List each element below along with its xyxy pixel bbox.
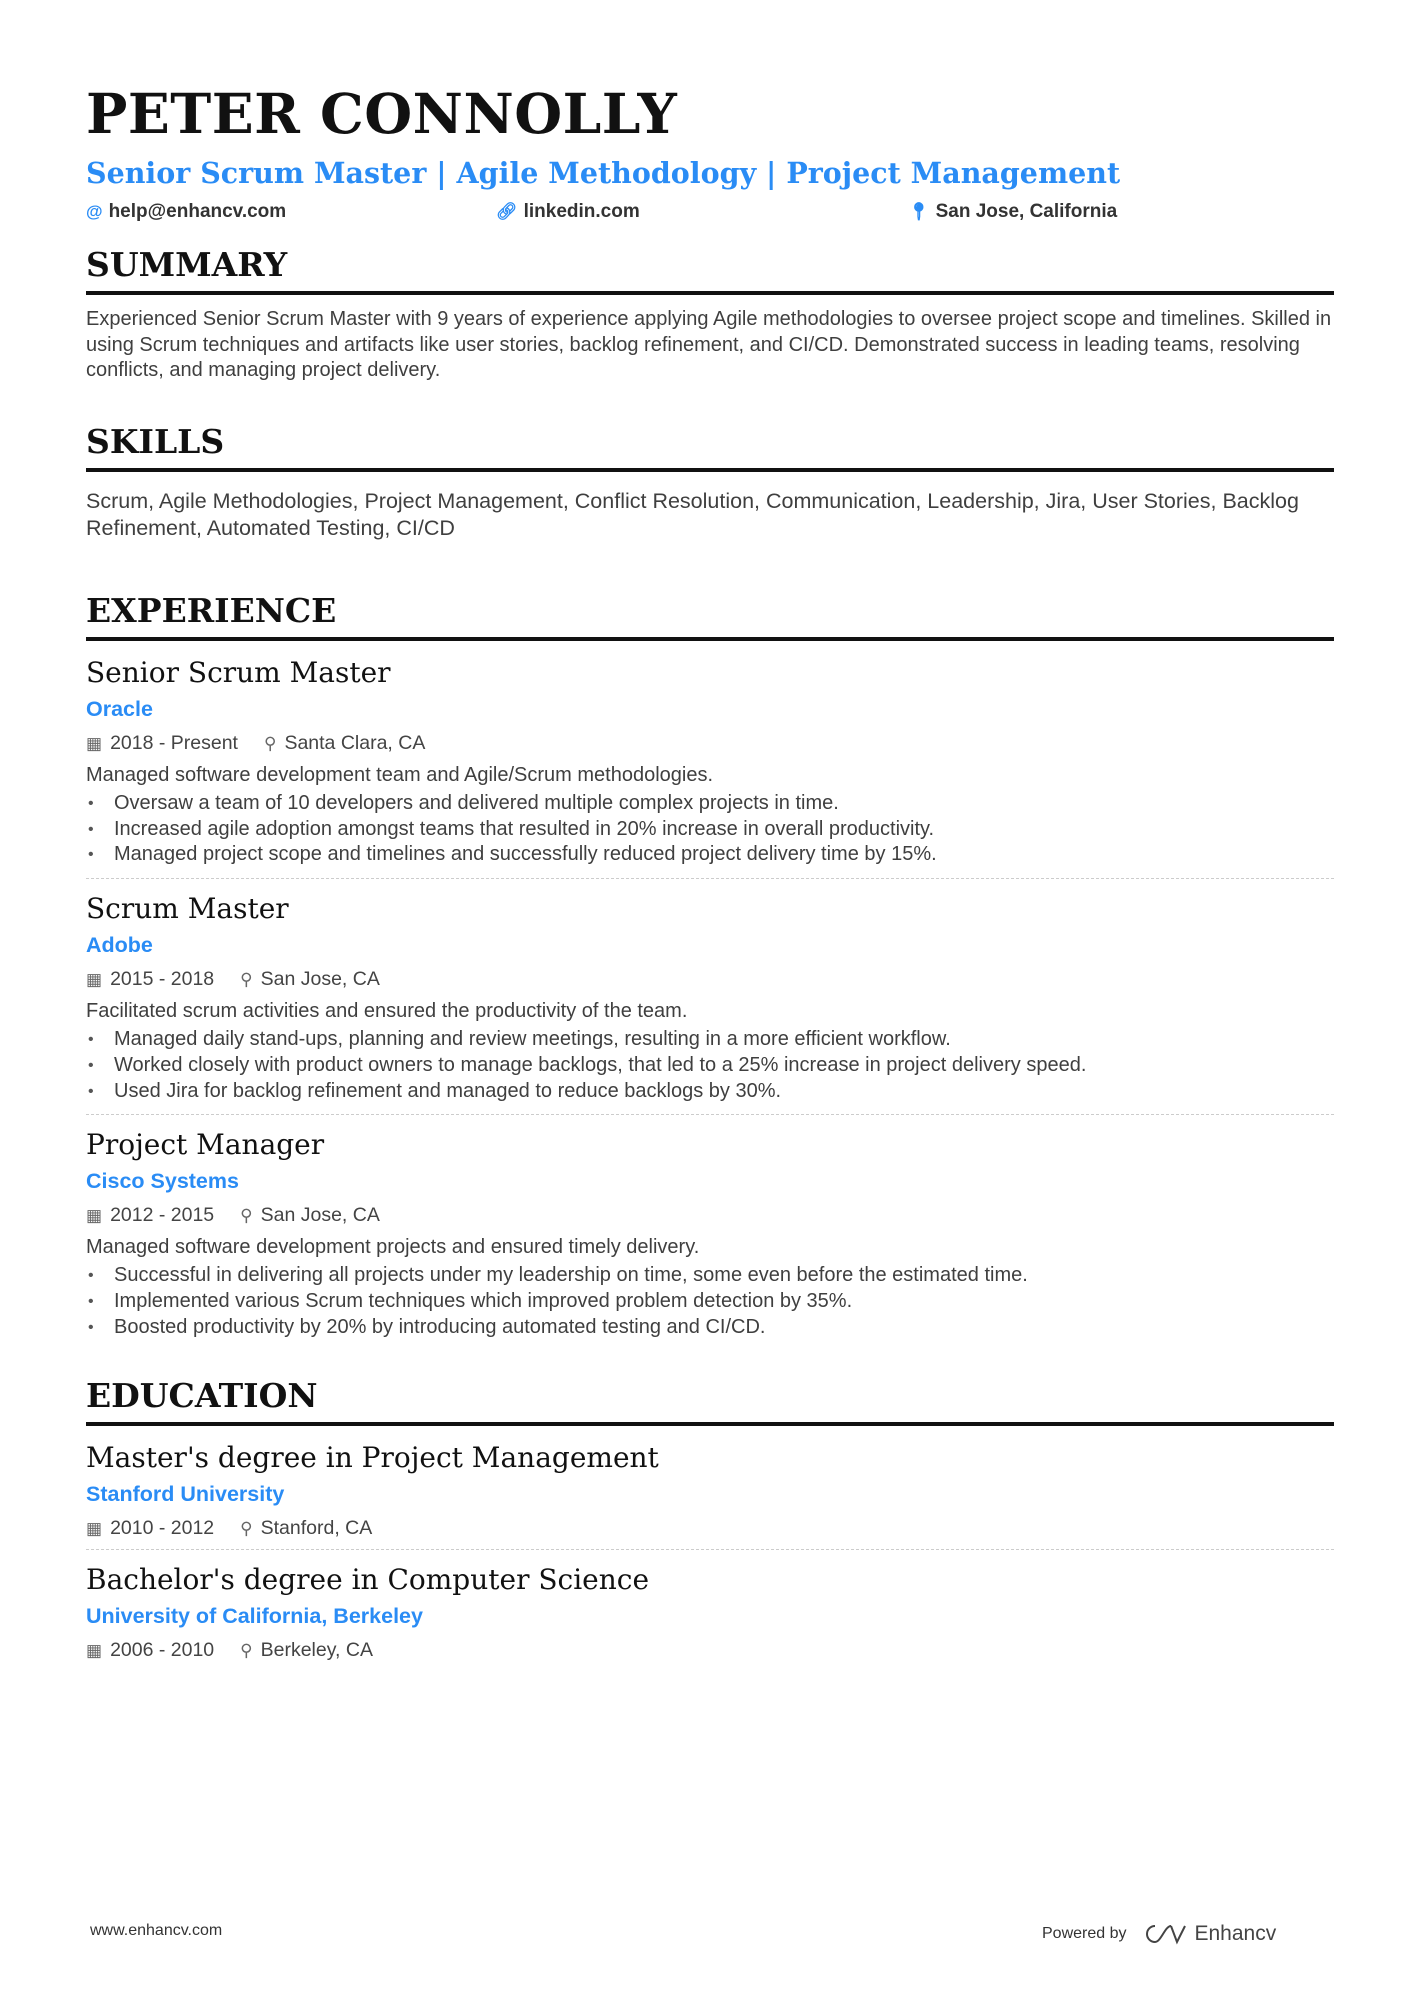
footer-website[interactable]: www.enhancv.com [90,1922,223,1939]
divider [86,1549,1334,1550]
link-icon: 🔗︎ [496,201,518,221]
job-meta [86,727,1334,760]
experience-entry [86,655,1334,879]
contact-email[interactable] [86,202,496,221]
education-entry [86,1562,1334,1667]
candidate-headline: Senior Scrum Master | Agile Methodology | Project Management [86,156,1121,190]
job-description: Managed software development projects and ensured timely delivery. [86,1236,700,1259]
calendar-icon: ▦ [86,1519,103,1538]
linkedin-text: linkedin.com [523,200,640,222]
job-meta [86,963,1334,996]
divider [86,878,1334,879]
company-name: Oracle [86,697,153,721]
location-pin-icon: ⚲ [240,1641,253,1660]
job-dates: 2015 - 2018 [110,968,215,991]
section-title: EXPERIENCE [86,594,1334,641]
brand-name: Enhancv [1194,1922,1277,1945]
job-description: Facilitated scrum activities and ensured the productivity of the team. [86,1000,688,1023]
location-text: San Jose, California [935,200,1118,222]
contact-linkedin[interactable] [496,202,908,221]
footer-branding [1042,1922,1276,1946]
experience-entry [86,891,1334,1115]
section-title: SKILLS [86,425,1334,472]
education-location: Stanford, CA [260,1517,373,1539]
resume-header [86,81,1334,222]
job-location: San Jose, CA [260,968,380,991]
achievement-item: • Increased agile adoption amongst teams that resulted in 20% increase in overall productivity. [86,817,1334,843]
achievement-item: • Oversaw a team of 10 developers and delivered multiple complex projects in time. [86,791,1334,817]
education-entry [86,1440,1334,1550]
job-location: San Jose, CA [260,1204,380,1227]
company-name: Cisco Systems [86,1169,239,1194]
achievement-item: • Successful in delivering all projects under my leadership on time, some even before the estimated time. [86,1263,1334,1289]
achievement-item: • Worked closely with product owners to manage backlogs, that led to a 25% increase in project delivery speed. [86,1053,1334,1079]
achievement-item: • Used Jira for backlog refinement and managed to reduce backlogs by 30%. [86,1079,1334,1105]
degree-title: Master's degree in Project Management [86,1441,659,1474]
calendar-icon: ▦ [86,1206,103,1226]
location-pin-icon: ⚲ [263,734,277,753]
contact-row [86,202,1334,221]
skills-section [86,422,1334,542]
location-pin-icon: ⚲ [240,1519,253,1538]
achievement-list [86,791,1334,868]
job-dates: 2018 - Present [110,732,238,754]
divider [86,1114,1334,1115]
achievement-item: • Managed daily stand-ups, planning and review meetings, resulting in a more efficient workflow. [86,1027,1334,1053]
education-meta [86,1634,1334,1667]
school-name: University of California, Berkeley [86,1604,423,1628]
section-title: EDUCATION [86,1379,1334,1426]
job-title: Project Manager [86,1128,325,1162]
enhancv-logo-icon [1141,1922,1277,1946]
section-title: SUMMARY [86,248,1334,295]
education-dates: 2010 - 2012 [110,1517,215,1539]
skills-text: Scrum, Agile Methodologies, Project Management, Conflict Resolution, Communication, Leadership, Jira, User Stories, Backlog Refinement, Automated Testing, CI/CD [86,489,1299,540]
degree-title: Bachelor's degree in Computer Science [86,1563,650,1596]
summary-text: Experienced Senior Scrum Master with 9 years of experience applying Agile methodologies to oversee project scope and timelines. Skilled in using Scrum techniques and artifacts like user stories, backlog refinement, and CI/CD. Demonstrated success in leading teams, resolving conflicts, and managing project delivery. [86,308,1332,382]
experience-section [86,591,1334,1340]
achievement-item: • Managed project scope and timelines and successfully reduced project delivery time by 15%. [86,842,1334,868]
calendar-icon: ▦ [86,734,103,753]
education-location: Berkeley, CA [260,1639,373,1661]
calendar-icon: ▦ [86,1641,103,1660]
email-text: help@enhancv.com [108,200,287,222]
company-name: Adobe [86,933,153,958]
job-meta [86,1199,1334,1232]
achievement-list [86,1263,1334,1340]
school-name: Stanford University [86,1482,285,1506]
contact-location [908,202,1117,221]
education-dates: 2006 - 2010 [110,1639,215,1661]
experience-entry [86,1127,1334,1340]
job-dates: 2012 - 2015 [110,1204,215,1227]
achievement-item: • Boosted productivity by 20% by introducing automated testing and CI/CD. [86,1315,1334,1341]
calendar-icon: ▦ [86,970,103,990]
powered-by-text: Powered by [1042,1925,1127,1942]
at-icon: @ [86,201,103,221]
achievement-item: • Implemented various Scrum techniques which improved problem detection by 35%. [86,1289,1334,1315]
job-title: Senior Scrum Master [86,656,391,689]
job-description: Managed software development team and Agile/Scrum methodologies. [86,764,714,786]
location-pin-icon: ⚲ [240,1206,253,1226]
education-meta [86,1512,1334,1545]
summary-section [86,245,1334,384]
job-title: Scrum Master [86,892,289,926]
achievement-list [86,1027,1334,1104]
job-location: Santa Clara, CA [284,732,426,754]
education-section [86,1376,1334,1667]
candidate-name: PETER CONNOLLY [86,81,678,146]
location-pin-icon: 📍︎ [908,201,930,221]
location-pin-icon: ⚲ [240,970,253,990]
